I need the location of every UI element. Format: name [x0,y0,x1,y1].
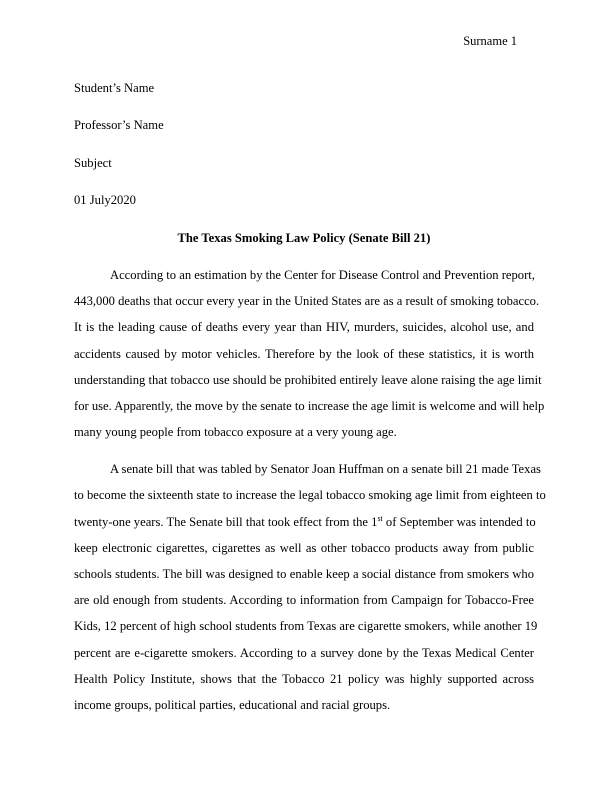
running-head: Surname 1 [463,34,517,48]
paragraph-line: According to an estimation by the Center for Disease Control and Prevention report, [110,267,535,282]
paragraph-line: for use. Apparently, the move by the senate to increase the age limit is welcome and will help [74,398,545,413]
paragraph-line: income groups, political parties, educational and racial groups. [74,697,391,712]
paragraph-line: Kids, 12 percent of high school students from Texas are cigarette smokers, while another 19 [74,619,538,634]
paragraph-line: understanding that tobacco use should be prohibited entirely leave alone raising the age limit [74,372,542,387]
paragraph-line: percent are e-cigarette smokers. According to a survey done by the Texas Medical Center [74,645,534,660]
ordinal-superscript: st [377,513,383,523]
paragraph-1 [74,266,545,449]
student-name: Student’s Name [74,81,155,95]
paragraph-text: of September was intended to [382,514,536,529]
paragraph-line: keep electronic cigarettes, cigarettes as well as other tobacco products away from public [74,540,534,555]
professor-name: Professor’s Name [74,118,164,133]
paragraph-line: to become the sixteenth state to increase the legal tobacco smoking age limit from eighteen to [74,488,546,503]
paragraph-line: are old enough from students. According to information from Campaign for Tobacco-Free [74,593,534,608]
paragraph-line: A senate bill that was tabled by Senator Joan Huffman on a senate bill 21 made Texas [110,462,541,477]
paragraph-line: It is the leading cause of deaths every year than HIV, murders, suicides, alcohol use, and [74,320,534,335]
paragraph-line [74,513,534,539]
paragraph-line: schools students. The bill was designed to enable keep a social distance from smokers who [74,567,534,582]
date: 01 July2020 [74,193,136,208]
paragraph-text: twenty-one years. The Senate bill that took effect from the 1 [74,514,378,529]
paragraph-2 [74,460,546,722]
document-body [74,79,546,722]
paragraph-line: Health Policy Institute, shows that the Tobacco 21 policy was highly supported across [74,671,534,686]
paragraph-line: accidents caused by motor vehicles. Therefore by the look of these statistics, it is worth [74,346,534,361]
paper-title: The Texas Smoking Law Policy (Senate Bill 21) [177,230,431,245]
paragraph-line: 443,000 deaths that occur every year in the United States are as a result of smoking tobacco. [74,294,540,309]
subject: Subject [74,155,112,170]
paragraph-gap [74,449,534,460]
paragraph-line: many young people from tobacco exposure at a very young age. [74,425,397,440]
